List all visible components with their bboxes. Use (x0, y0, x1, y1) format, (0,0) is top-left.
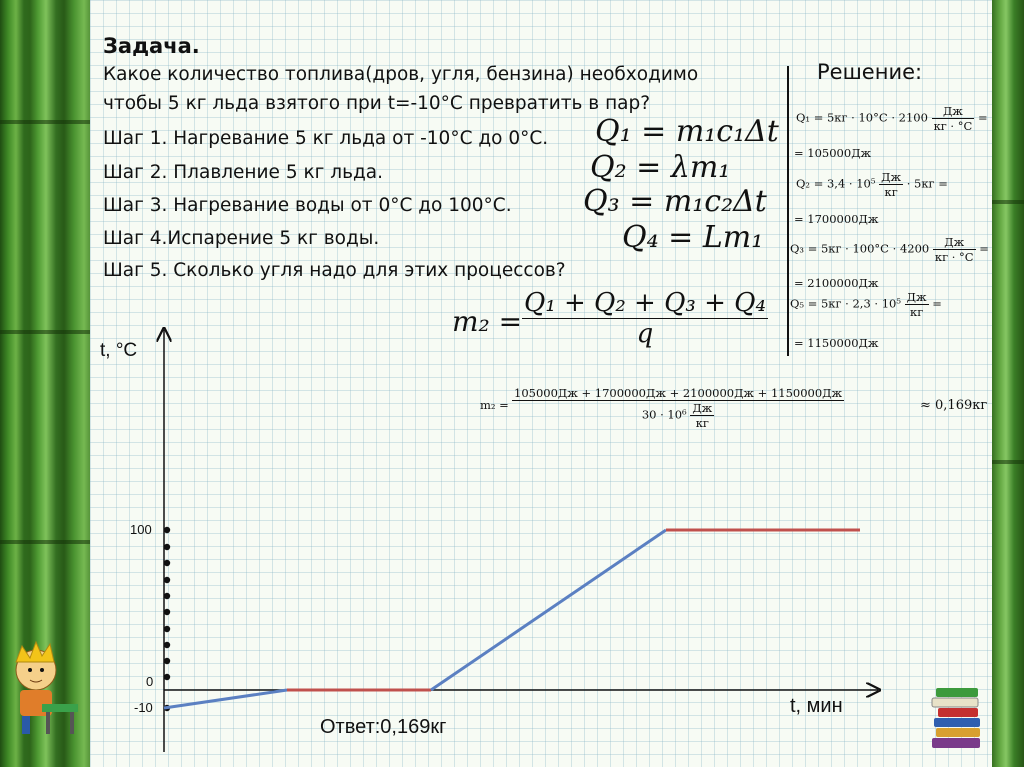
solution-q3-unit-num: Дж (933, 235, 976, 250)
solution-q1-result: = 105000Дж (794, 146, 872, 160)
student-cartoon-image (2, 632, 82, 737)
solution-q5: Q₅ = 5кг · 2,3 · 10⁵ $\frac{Дж}{кг}$ = (790, 290, 942, 319)
y-tick-minus10: -10 (134, 700, 153, 715)
solution-q1: Q₁ = 5кг · 10°C · 2100 $\frac{Дж}{кг \cdot ^\circ C}$ = (796, 104, 988, 133)
y-axis-dot-6 (164, 609, 170, 615)
formula-q1: Q₁ = m₁c₁Δt (595, 114, 779, 149)
y-axis-dot-8 (164, 642, 170, 648)
solution-q2-tail: · 5кг = (906, 176, 948, 191)
formula-m2-denominator: q (636, 319, 654, 349)
m2-calc-lhs: m₂ = (480, 398, 509, 412)
step-1: Шаг 1. Нагревание 5 кг льда от -10°C до 0°C. (103, 128, 549, 149)
y-tick-100: 100 (130, 522, 152, 537)
solution-q2-result: = 1700000Дж (794, 212, 879, 226)
step-5: Шаг 5. Сколько угля надо для этих процессов? (103, 260, 566, 281)
solution-q5-result: = 1150000Дж (794, 336, 879, 350)
y-axis-dot-1 (164, 527, 170, 533)
solution-q3: Q₃ = 5кг · 100°C · 4200 $\frac{Дж}{кг \cdot ^\circ C}$ = (790, 235, 989, 264)
y-axis-dot-10 (164, 674, 170, 680)
solution-q1-unit-num: Дж (932, 104, 975, 119)
m2-calc-den-unit-num: Дж (692, 401, 713, 415)
y-axis-dot-3 (164, 560, 170, 566)
m2-calc-numerator: 105000Дж + 1700000Дж + 2100000Дж + 1150000Дж (514, 386, 843, 400)
m2-calc-result: ≈ 0,169кг (920, 398, 988, 413)
y-tick-0: 0 (146, 674, 154, 689)
y-axis-dot-5 (164, 593, 170, 599)
problem-line-2: чтобы 5 кг льда взятого при t=-10°C превратить в пар? (103, 93, 651, 114)
step-2: Шаг 2. Плавление 5 кг льда. (103, 162, 383, 183)
answer-text: Ответ:0,169кг (320, 716, 447, 738)
m2-calc-den-unit-den: кг (695, 416, 709, 430)
formula-m2-numerator: Q₁ + Q₂ + Q₃ + Q₄ (524, 288, 766, 318)
step-3: Шаг 3. Нагревание воды от 0°C до 100°C. (103, 195, 512, 216)
problem-title: Задача. (103, 34, 200, 58)
formula-q2: Q₂ = λm₁ (590, 150, 731, 185)
solution-q2-unit-den: кг (884, 185, 898, 199)
m2-calc-denominator-value: 30 · 10⁶ (641, 407, 687, 422)
problem-line-1: Какое количество топлива(дров, угля, бензина) необходимо (103, 64, 699, 85)
solution-q5-unit-den: кг (910, 305, 924, 319)
solution-q1-unit-den: кг · °C (933, 119, 973, 133)
y-axis-dot-marks (164, 527, 170, 711)
solution-q3-unit-den: кг · °C (934, 250, 974, 264)
solution-heading: Решение: (817, 60, 923, 84)
chart-segments (164, 530, 860, 708)
y-axis-dot-2 (164, 544, 170, 550)
formula-m2-lhs: m₂ = (452, 305, 523, 338)
solution-q3-line: Q₃ = 5кг · 100°C · 4200 (790, 241, 930, 256)
y-axis-label: t, °C (100, 340, 138, 361)
solution-q5-unit-num: Дж (906, 290, 927, 304)
solution-q2-line: Q₂ = 3,4 · 10⁵ (796, 176, 876, 191)
step-4: Шаг 4.Испарение 5 кг воды. (103, 228, 380, 249)
solution-q5-line: Q₅ = 5кг · 2,3 · 10⁵ (790, 296, 901, 311)
chart-segment-3 (431, 530, 666, 690)
y-axis-dot-4 (164, 577, 170, 583)
solution-q1-line: Q₁ = 5кг · 10°C · 2100 (796, 110, 928, 125)
solution-q2-unit-num: Дж (881, 170, 902, 184)
book-stack-image (930, 684, 986, 756)
solution-q3-result: = 2100000Дж (794, 276, 879, 290)
y-axis-dot-9 (164, 658, 170, 664)
y-axis-dot-7 (164, 626, 170, 632)
formula-q3: Q₃ = m₁c₂Δt (583, 184, 767, 219)
chart-segment-1 (164, 690, 287, 708)
x-axis-label: t, мин (790, 695, 843, 717)
formula-q4: Q₄ = Lm₁ (622, 220, 764, 255)
